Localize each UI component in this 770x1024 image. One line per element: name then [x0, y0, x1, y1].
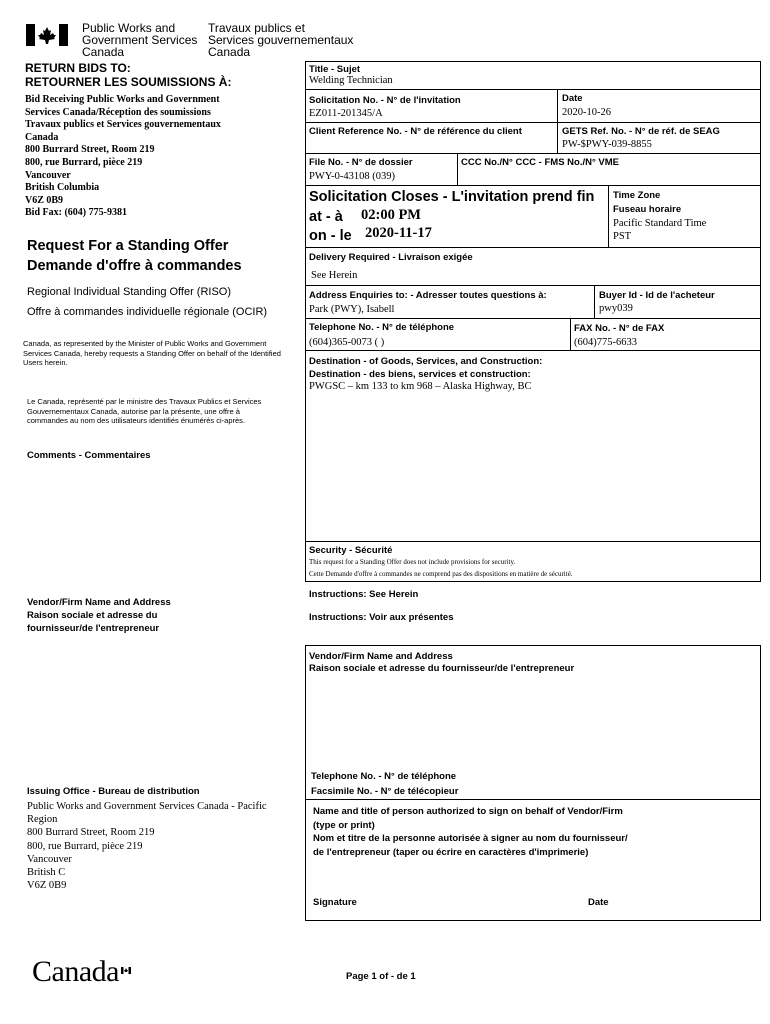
issuing-line: 800, rue Burrard, pièce 219	[27, 840, 143, 852]
closes-time-value: 02:00 PM	[361, 207, 421, 223]
dept-fr-line: Canada	[208, 45, 251, 59]
offer-type	[27, 282, 267, 322]
closes-on-label: on - le	[309, 228, 352, 244]
file-no-value: PWY-0-43108 (039)	[309, 171, 396, 182]
timezone-label-fr: Fuseau horaire	[613, 204, 682, 215]
vendor-left-label	[27, 596, 171, 635]
date-label: Date	[562, 93, 583, 104]
solicitation-value: EZ011-201345/A	[309, 108, 383, 119]
address-line: 800, rue Burrard, pièce 219	[25, 156, 143, 168]
security-text-en: This request for a Standing Offer does not include provisions for security.	[309, 558, 516, 566]
address-line: British Columbia	[25, 182, 100, 194]
dept-fr-line: Services gouvernementaux	[208, 33, 354, 47]
telephone-value: (604)365-0073 ( )	[309, 337, 385, 348]
vendor-name-label	[309, 651, 574, 675]
vendor-telephone-label: Telephone No. - N° de téléphone	[311, 771, 457, 782]
dept-name-french	[208, 22, 353, 58]
return-bids-heading	[25, 61, 231, 89]
buyer-id-label: Buyer Id - Id de l'acheteur	[599, 290, 715, 301]
closes-date-value: 2020-11-17	[365, 225, 432, 241]
dept-name-english	[82, 22, 197, 58]
address-line: Vancouver	[25, 169, 71, 181]
dept-en-line: Canada	[82, 45, 125, 59]
vendor-box-divider	[305, 799, 761, 800]
signatory-label	[313, 805, 628, 859]
address-line: 800 Burrard Street, Room 219	[25, 144, 155, 156]
page-number: Page 1 of - de 1	[346, 971, 416, 982]
row-divider	[305, 247, 761, 248]
signatory-label-line: Name and title of person authorized to sign on behalf of Vendor/Firm	[313, 806, 623, 817]
row-divider	[305, 122, 761, 123]
row-divider	[305, 318, 761, 319]
delivery-label: Delivery Required - Livraison exigée	[309, 252, 473, 263]
closes-at-label: at - à	[309, 209, 343, 225]
col-divider	[570, 318, 571, 350]
address-line: Canada	[25, 131, 59, 143]
col-divider	[457, 153, 458, 185]
col-divider	[608, 185, 609, 247]
row-divider	[305, 541, 761, 542]
vendor-left-line: Vendor/Firm Name and Address	[27, 597, 171, 608]
vendor-facsimile-label: Facsimile No. - N° de télécopieur	[311, 786, 459, 797]
ccc-label: CCC No./N° CCC - FMS No./N° VME	[461, 157, 620, 168]
row-divider	[305, 153, 761, 154]
solicitation-label: Solicitation No. - N° de l'invitation	[309, 95, 461, 106]
issuing-office-address	[27, 800, 267, 892]
gets-ref-value: PW-$PWY-039-8855	[562, 139, 652, 150]
issuing-office-label: Issuing Office - Bureau de distribution	[27, 786, 200, 797]
security-label: Security - Sécurité	[309, 545, 393, 556]
address-line: Bid Receiving Public Works and Government	[25, 94, 220, 105]
canada-wordmark: Canada	[32, 955, 119, 988]
issuing-line: British C	[27, 867, 66, 879]
address-line: Travaux publics et Services gouvernementaux	[25, 119, 221, 131]
request-title-fr: Demande d'offre à commandes	[27, 258, 242, 274]
date-value: 2020-10-26	[562, 107, 611, 118]
row-divider	[305, 285, 761, 286]
timezone-label	[613, 189, 681, 217]
return-bids-heading-en: RETURN BIDS TO:	[25, 61, 131, 75]
canada-flag-icon	[26, 24, 68, 46]
request-statement-fr: Le Canada, représenté par le ministre des Travaux Publics et Services Gouvernementaux Canada, autorise par la présente, une offre à commandes au nom des utilisateurs identifiés énumérés ci-après.	[27, 397, 262, 425]
closes-heading: Solicitation Closes - L'invitation prend fin	[309, 189, 595, 205]
offer-type-fr: Offre à commandes individuelle régionale (OCIR)	[27, 306, 268, 318]
issuing-line: V6Z 0B9	[27, 880, 67, 892]
signature-label: Signature	[313, 897, 357, 908]
signature-date-label: Date	[588, 897, 609, 908]
dept-en-line: Government Services	[82, 33, 198, 47]
instructions-fr: Instructions: Voir aux présentes	[309, 612, 454, 623]
destination-label-fr: Destination - des biens, services et construction:	[309, 369, 531, 380]
client-ref-label: Client Reference No. - N° de référence du client	[309, 126, 522, 137]
instructions-en: Instructions: See Herein	[309, 589, 419, 600]
timezone-value	[613, 217, 706, 243]
issuing-line: Region	[27, 814, 58, 826]
col-divider	[557, 89, 558, 153]
row-divider	[305, 89, 761, 90]
signatory-name-field[interactable]	[313, 862, 753, 890]
vendor-name-label-fr: Raison sociale et adresse du fournisseur/de l'entrepreneur	[309, 663, 575, 674]
title-label: Title - Sujet	[309, 64, 361, 75]
destination-label-en: Destination - of Goods, Services, and Construction:	[309, 356, 543, 367]
timezone-value-line: PST	[613, 231, 632, 242]
enquiries-label: Address Enquiries to: - Adresser toutes questions à:	[309, 290, 547, 301]
gets-ref-label: GETS Ref. No. - N° de réf. de SEAG	[562, 126, 720, 137]
destination-label	[309, 355, 542, 381]
return-bids-address	[25, 94, 221, 220]
col-divider	[594, 285, 595, 318]
signatory-label-line: (type or print)	[313, 819, 375, 831]
address-line: Services Canada/Réception des soumissions	[25, 106, 211, 118]
offer-type-en: Regional Individual Standing Offer (RISO)	[27, 286, 232, 298]
fax-label: FAX No. - N° de FAX	[574, 323, 665, 334]
security-text-fr: Cette Demande d'offre à commandes ne comprend pas des dispositions en matière de sécurité.	[309, 570, 573, 578]
telephone-label: Telephone No. - N° de téléphone	[309, 322, 455, 333]
request-statement-en: Canada, as represented by the Minister of Public Works and Government Services Canada, hereby requests a Standing Offer on behalf of the Identified Users herein.	[23, 339, 281, 367]
destination-value: PWGSC – km 133 to km 968 – Alaska Highway, BC	[309, 381, 532, 392]
signatory-label-line: Nom et titre de la personne autorisée à signer au nom du fournisseur/	[313, 833, 628, 844]
return-bids-heading-fr: RETOURNER LES SOUMISSIONS À:	[25, 75, 232, 89]
title-value: Welding Technician	[309, 75, 393, 86]
signatory-label-line: de l'entrepreneur (taper ou écrire en caractères d'imprimerie)	[313, 846, 589, 858]
request-title	[27, 236, 242, 276]
delivery-value: See Herein	[311, 270, 358, 281]
issuing-line: 800 Burrard Street, Room 219	[27, 827, 155, 839]
file-no-label: File No. - N° de dossier	[309, 157, 413, 168]
vendor-name-address-field[interactable]	[309, 678, 757, 766]
vendor-left-line: Raison sociale et adresse du	[27, 610, 158, 621]
dept-fr-line: Travaux publics et	[208, 21, 305, 35]
dept-en-line: Public Works and	[82, 21, 176, 35]
row-divider	[305, 350, 761, 351]
comments-label: Comments - Commentaires	[27, 450, 151, 461]
timezone-label-en: Time Zone	[613, 190, 661, 201]
row-divider	[305, 185, 761, 186]
address-line: V6Z 0B9	[25, 194, 64, 206]
enquiries-value: Park (PWY), Isabell	[309, 304, 395, 315]
issuing-line: Public Works and Government Services Canada - Pacific	[27, 801, 267, 812]
wordmark-flag-icon	[121, 961, 131, 968]
vendor-name-label-en: Vendor/Firm Name and Address	[309, 651, 453, 662]
bid-fax-line: Bid Fax: (604) 775-9381	[25, 207, 127, 219]
fax-value: (604)775-6633	[574, 337, 637, 348]
vendor-left-line: fournisseur/de l'entrepreneur	[27, 623, 160, 634]
request-title-en: Request For a Standing Offer	[27, 238, 229, 254]
issuing-line: Vancouver	[27, 853, 72, 865]
buyer-id-value: pwy039	[599, 303, 633, 314]
timezone-value-line: Pacific Standard Time	[613, 218, 707, 229]
